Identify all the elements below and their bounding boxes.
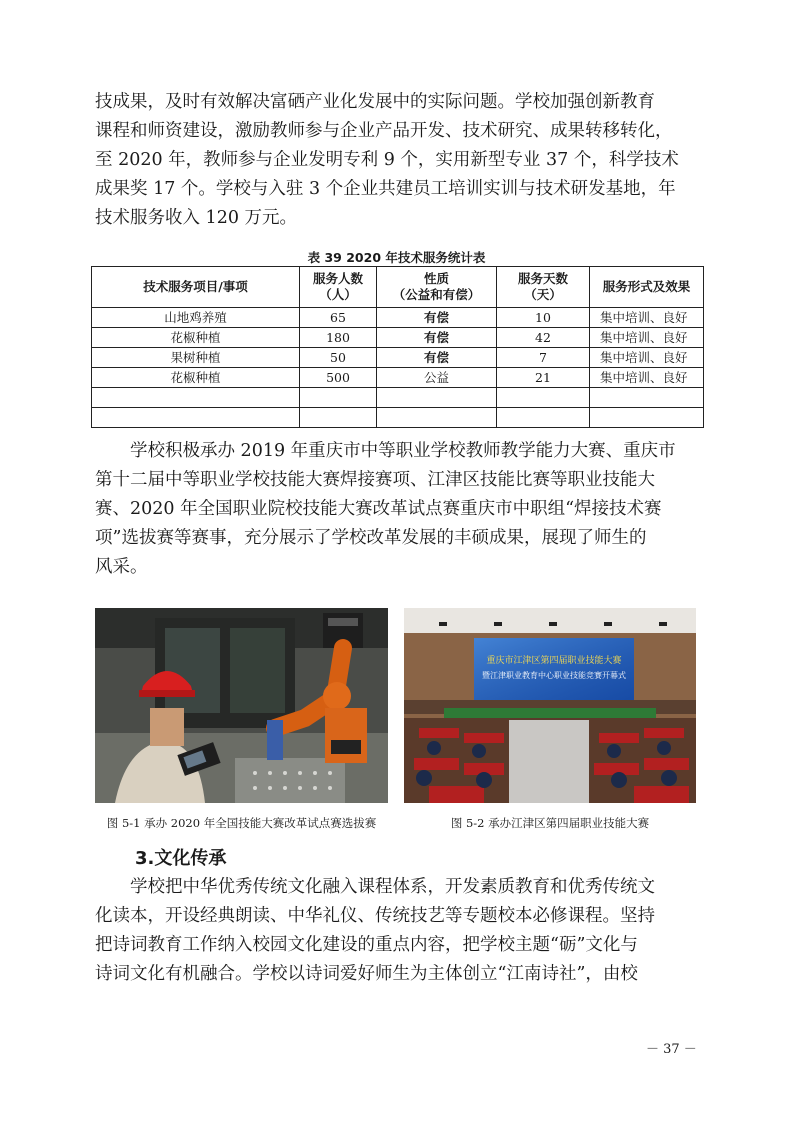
cell-nature: 有偿 — [377, 308, 497, 328]
table-header-row — [92, 267, 704, 308]
competition-ceremony-photo — [404, 608, 696, 803]
cell-people: 50 — [300, 348, 377, 368]
paragraph-1 — [95, 88, 701, 233]
column-header-people: 服务人数 （人） — [300, 267, 377, 308]
table-row-empty — [92, 388, 704, 408]
banner-text-line-2: 暨江津职业教育中心职业技能竞赛开幕式 — [482, 671, 626, 680]
cell-days: 42 — [497, 328, 590, 348]
text-line: 赛、2020 年全国职业院校技能大赛改革试点赛重庆市中职组“焊接技术赛 — [95, 499, 662, 519]
table-row — [92, 308, 704, 328]
cell-nature: 公益 — [377, 368, 497, 388]
banner-text-line-1: 重庆市江津区第四届职业技能大赛 — [486, 656, 622, 666]
text-line: 至 2020 年，教师参与企业发明专利 9 个，实用新型专业 37 个，科学技术 — [95, 150, 679, 170]
cell-days: 7 — [497, 348, 590, 368]
column-header-nature: 性质 （公益和有偿） — [377, 267, 497, 308]
cell-nature: 有偿 — [377, 348, 497, 368]
table-row-empty — [92, 408, 704, 428]
cell-project: 果树种植 — [92, 348, 300, 368]
cell-form: 集中培训、良好 — [590, 308, 704, 328]
section-heading: 3.文化传承 — [135, 848, 227, 869]
cell-days: 10 — [497, 308, 590, 328]
text-line: 化读本，开设经典朗读、中华礼仪、传统技艺等专题校本必修课程。坚持 — [95, 906, 655, 926]
table-caption: 表 39 2020 年技术服务统计表 — [307, 250, 486, 265]
cell-project: 花椒种植 — [92, 328, 300, 348]
paragraph-2 — [95, 437, 701, 582]
text-line: 风采。 — [95, 557, 148, 577]
column-header-days: 服务天数 （天） — [497, 267, 590, 308]
table-row — [92, 348, 704, 368]
cell-people: 180 — [300, 328, 377, 348]
technical-service-table — [91, 266, 704, 428]
cell-project: 花椒种植 — [92, 368, 300, 388]
welding-robot-photo — [95, 608, 388, 803]
cell-nature: 有偿 — [377, 328, 497, 348]
text-line: 技成果，及时有效解决富硒产业化发展中的实际问题。学校加强创新教育 — [95, 92, 655, 112]
cell-form: 集中培训、良好 — [590, 348, 704, 368]
page-number: － 37 － — [646, 1042, 697, 1057]
paragraph-3 — [95, 873, 701, 989]
text-line: 把诗词教育工作纳入校园文化建设的重点内容，把学校主题“砺”文化与 — [95, 935, 638, 955]
cell-people: 65 — [300, 308, 377, 328]
text-line: 学校积极承办 2019 年重庆市中等职业学校教师教学能力大赛、重庆市 — [95, 441, 676, 461]
cell-project: 山地鸡养殖 — [92, 308, 300, 328]
cell-form: 集中培训、良好 — [590, 368, 704, 388]
text-line: 诗词文化有机融合。学校以诗词爱好师生为主体创立“江南诗社”，由校 — [95, 964, 638, 984]
cell-people: 500 — [300, 368, 377, 388]
cell-days: 21 — [497, 368, 590, 388]
text-line: 学校把中华优秀传统文化融入课程体系，开发素质教育和优秀传统文 — [95, 877, 655, 897]
column-header-form: 服务形式及效果 — [590, 267, 704, 308]
text-line: 成果奖 17 个。学校与入驻 3 个企业共建员工培训实训与技术研发基地，年 — [95, 179, 676, 199]
figure-caption-1: 图 5-1 承办 2020 年全国技能大赛改革试点赛选拔赛 — [106, 816, 377, 830]
text-line: 项”选拔赛等赛事，充分展示了学校改革发展的丰硕成果，展现了师生的 — [95, 528, 647, 548]
column-header-project: 技术服务项目/事项 — [92, 267, 300, 308]
table-row — [92, 368, 704, 388]
figure-caption-2: 图 5-2 承办江津区第四届职业技能大赛 — [450, 816, 650, 830]
table-row — [92, 328, 704, 348]
cell-form: 集中培训、良好 — [590, 328, 704, 348]
text-line: 课程和师资建设，激励教师参与企业产品开发、技术研究、成果转移转化， — [95, 121, 673, 141]
text-line: 第十二届中等职业学校技能大赛焊接赛项、江津区技能比赛等职业技能大 — [95, 470, 655, 490]
text-line: 技术服务收入 120 万元。 — [95, 208, 298, 228]
